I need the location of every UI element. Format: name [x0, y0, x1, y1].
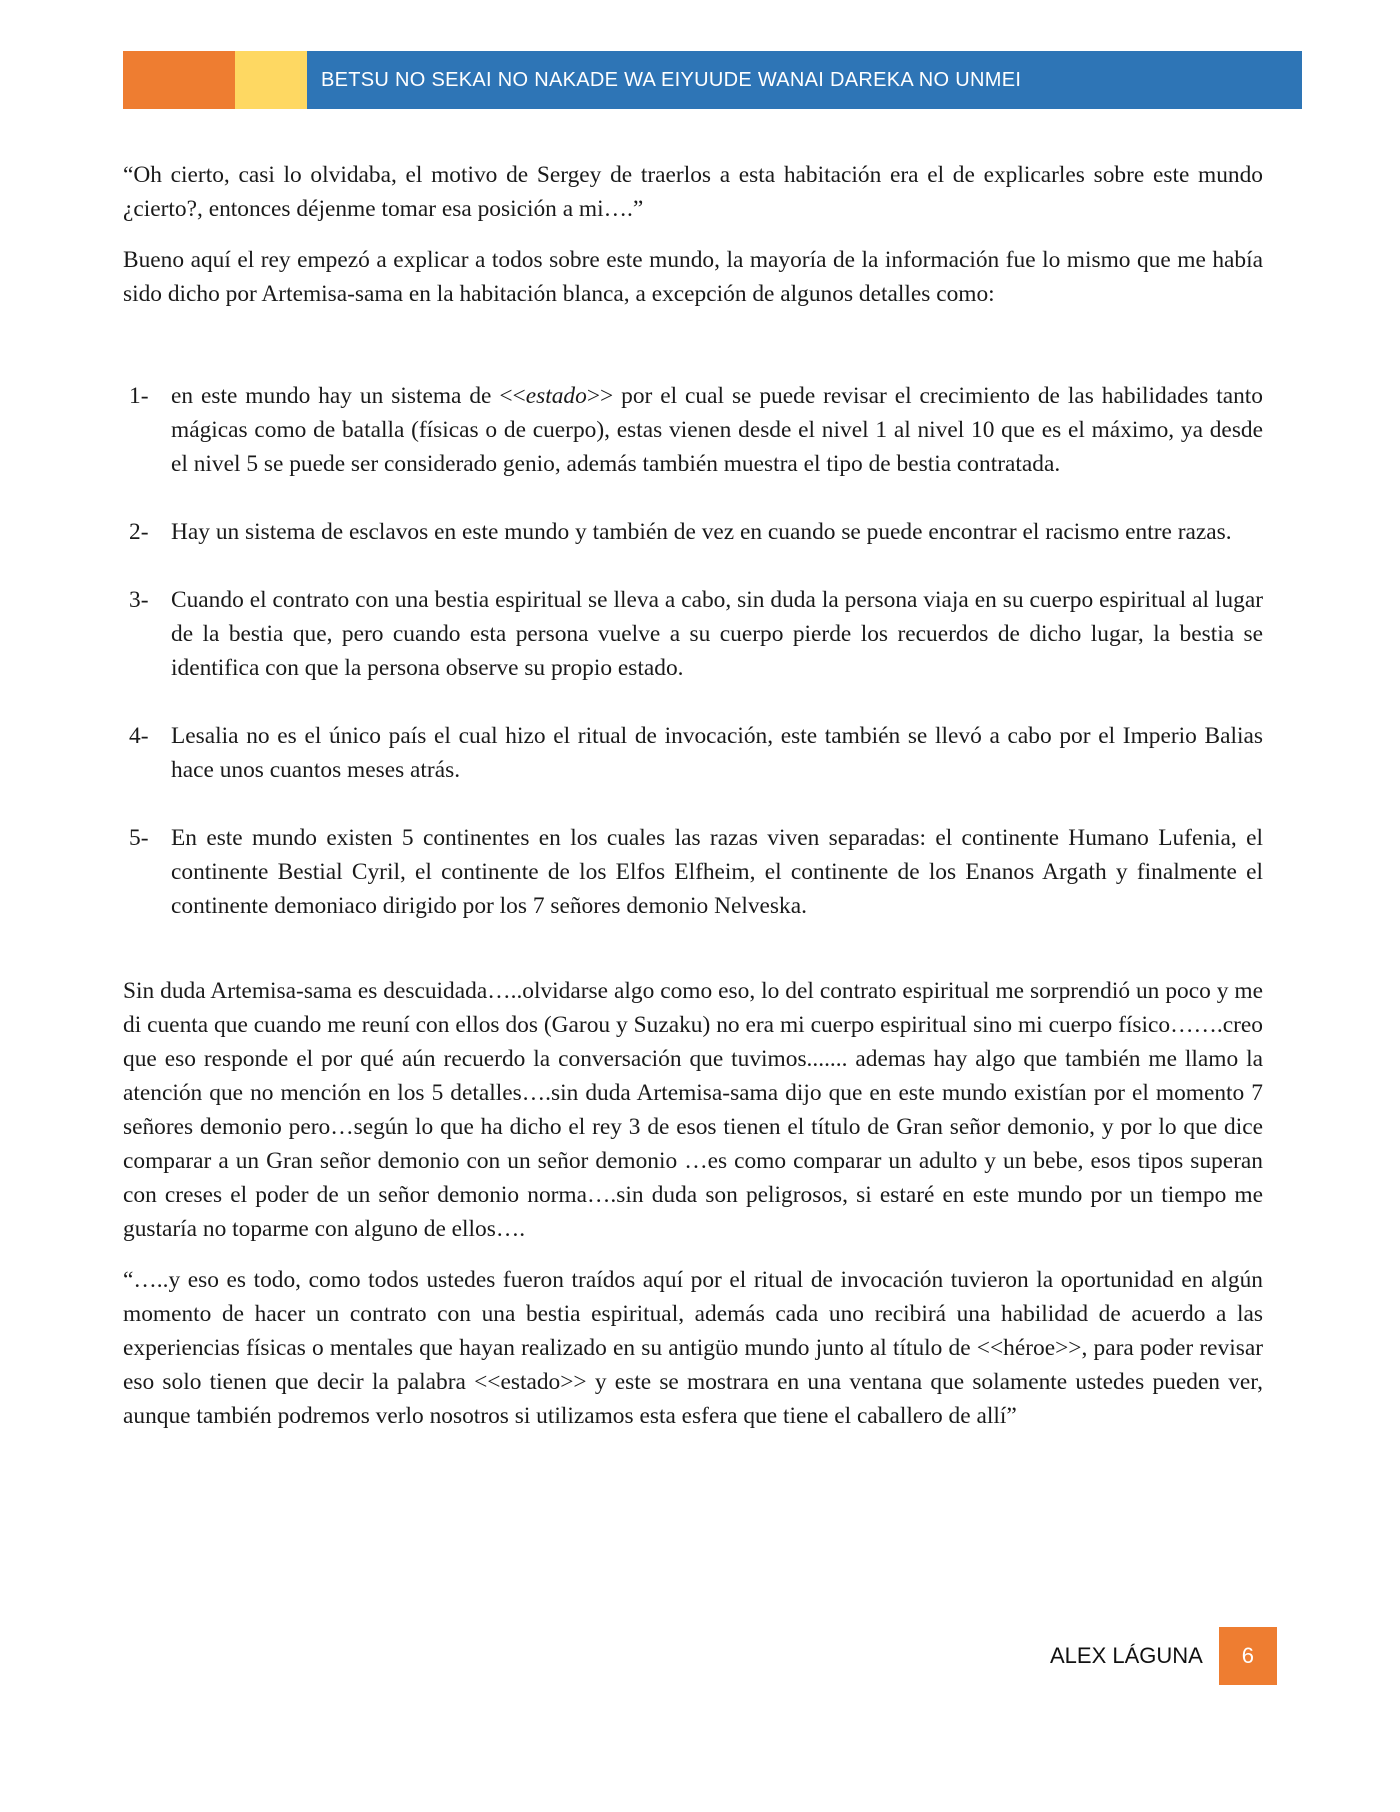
- paragraph: “Oh cierto, casi lo olvidaba, el motivo de Sergey de traerlos a esta habitación era el de explicarles sobre este mundo ¿cierto?, entonces déjenme tomar esa posición a mi….”: [123, 162, 1263, 222]
- list-item: [123, 719, 1263, 787]
- page-footer: [1050, 1627, 1277, 1685]
- list-text: en este mundo hay un sistema de <<: [171, 383, 526, 409]
- list-number: 3-: [129, 587, 149, 613]
- list-text: Hay un sistema de esclavos en este mundo y también de vez en cuando se puede encontrar el racismo entre razas.: [171, 519, 1232, 545]
- list-number: 5-: [129, 825, 149, 851]
- page-header: [123, 51, 1302, 109]
- list-text: Cuando el contrato con una bestia espiritual se lleva a cabo, sin duda la persona viaja en su cuerpo espiritual al lugar de la bestia que, pero cuando esta persona vuelve a su cuerpo pierde los recuerdos de dicho lugar, la bestia se identifica con que la persona observe su propio estado.: [171, 587, 1263, 681]
- list-number: 4-: [129, 723, 149, 749]
- numbered-list: [123, 379, 1263, 923]
- header-yellow-block: [235, 51, 307, 109]
- header-title: BETSU NO SEKAI NO NAKADE WA EIYUUDE WANAI DAREKA NO UNMEI: [307, 51, 1302, 109]
- page-number: 6: [1219, 1627, 1277, 1685]
- list-item: [123, 583, 1263, 685]
- header-orange-block: [123, 51, 235, 109]
- list-text: Lesalia no es el único país el cual hizo el ritual de invocación, este también se llevó a cabo por el Imperio Balias hace unos cuantos meses atrás.: [171, 723, 1263, 783]
- paragraph: “…..y eso es todo, como todos ustedes fueron traídos aquí por el ritual de invocación tuvieron la oportunidad en algún momento de hacer un contrato con una bestia espiritual, además cada uno recibirá una habilidad de acuerdo a las experiencias físicas o mentales que hayan realizado en su antigüo mundo junto al título de <<héroe>>, para poder revisar eso solo tienen que decir la palabra <<estado>> y este se mostrara en una ventana que solamente ustedes pueden ver, aunque también podremos verlo nosotros si utilizamos esta esfera que tiene el caballero de allí”: [123, 1267, 1263, 1429]
- list-number: 1-: [129, 383, 149, 409]
- list-item: [123, 379, 1263, 481]
- list-text: En este mundo existen 5 continentes en los cuales las razas viven separadas: el continente Humano Lufenia, el continente Bestial Cyril, el continente de los Elfos Elfheim, el continente de los Enanos Argath y finalmente el continente demoniaco dirigido por los 7 señores demonio Nelveska.: [171, 825, 1263, 919]
- footer-author: ALEX LÁGUNA: [1050, 1643, 1203, 1668]
- page-body: [123, 158, 1263, 1433]
- list-text-italic: estado: [525, 383, 587, 409]
- list-item: [123, 821, 1263, 923]
- list-item: [123, 515, 1263, 549]
- paragraph: Bueno aquí el rey empezó a explicar a todos sobre este mundo, la mayoría de la información fue lo mismo que me había sido dicho por Artemisa-sama en la habitación blanca, a excepción de algunos detalles como:: [123, 247, 1263, 307]
- paragraph: Sin duda Artemisa-sama es descuidada…..olvidarse algo como eso, lo del contrato espiritual me sorprendió un poco y me di cuenta que cuando me reuní con ellos dos (Garou y Suzaku) no era mi cuerpo espiritual sino mi cuerpo físico…….creo que eso responde el por qué aún recuerdo la conversación que tuvimos....... ademas hay algo que también me llamo la atención que no mención en los 5 detalles….sin duda Artemisa-sama dijo que en este mundo existían por el momento 7 señores demonio pero…según lo que ha dicho el rey 3 de esos tienen el título de Gran señor demonio, y por lo que dice comparar a un Gran señor demonio con un señor demonio …es como comparar un adulto y un bebe, esos tipos superan con creses el poder de un señor demonio norma….sin duda son peligrosos, si estaré en este mundo por un tiempo me gustaría no toparme con alguno de ellos….: [123, 978, 1263, 1242]
- list-number: 2-: [129, 519, 149, 545]
- list-text: >> por el cual se puede revisar el crecimiento de las habilidades tanto mágicas como de batalla (físicas o de cuerpo), estas vienen desde el nivel 1 al nivel 10 que es el máximo, ya desde el nivel 5 se puede ser considerado genio, además también muestra el tipo de bestia contratada.: [171, 383, 1263, 477]
